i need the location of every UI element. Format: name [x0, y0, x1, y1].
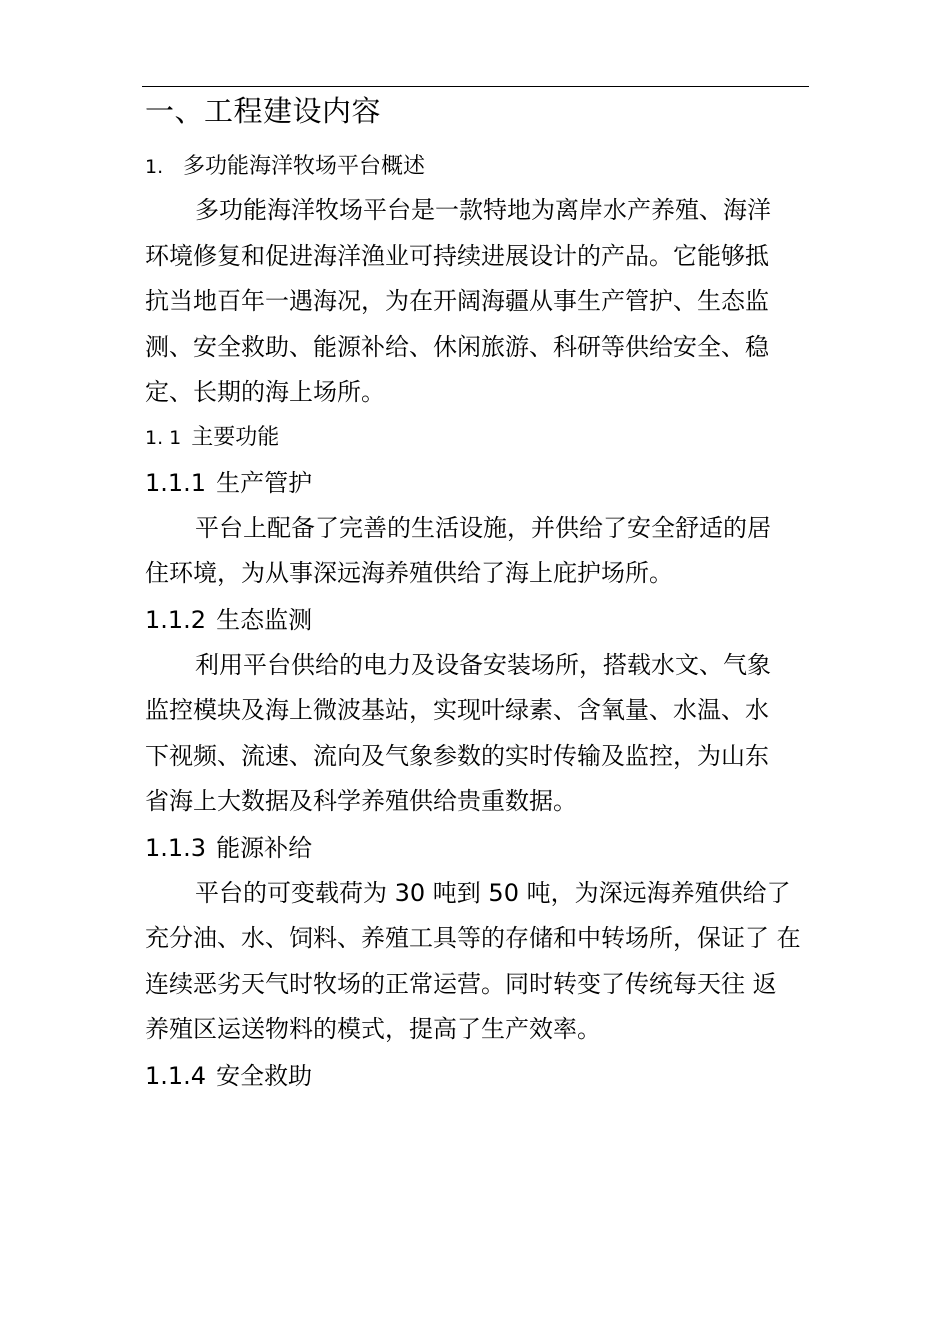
- paragraph-line: 下视频、流速、流向及气象参数的实时传输及监控，为山东: [145, 741, 769, 770]
- section-1-paragraph: [145, 188, 809, 416]
- subsection-1-1-3-number: 1.1.3: [145, 833, 207, 862]
- subsection-1-1-2-title: 生态监测: [216, 605, 313, 634]
- subsection-1-1-3-paragraph: [145, 871, 809, 1053]
- section-1-number: 1.: [145, 156, 164, 178]
- subsection-1-1-2-number: 1.1.2: [145, 605, 207, 634]
- subsection-1-1-3-title: 能源补给: [216, 833, 313, 862]
- paragraph-line: 多功能海洋牧场平台是一款特地为离岸水产养殖、海洋: [195, 196, 771, 224]
- paragraph-line: 抗当地百年一遇海况，为在开阔海疆从事生产管护、生态监: [145, 287, 769, 315]
- header-rule: [142, 86, 809, 87]
- paragraph-line: 省海上大数据及科学养殖供给贵重数据。: [145, 787, 577, 815]
- paragraph-line: 住环境，为从事深远海养殖供给了海上庇护场所。: [145, 559, 673, 587]
- section-1-title: 多功能海洋牧场平台概述: [183, 154, 426, 179]
- section-1-1-heading: [145, 416, 809, 460]
- subsection-1-1-1-heading: [145, 460, 809, 506]
- paragraph-line: 利用平台供给的电力及设备安装场所，搭载水文、气象: [195, 650, 771, 679]
- subsection-1-1-1-title: 生产管护: [216, 468, 313, 497]
- subsection-1-1-4-number: 1.1.4: [145, 1061, 207, 1090]
- subsection-1-1-2-heading: [145, 597, 809, 643]
- subsection-1-1-3-heading: [145, 825, 809, 871]
- section-1-heading: [145, 146, 809, 188]
- document-body: [145, 88, 809, 1099]
- subsection-1-1-1-number: 1.1.1: [145, 468, 207, 497]
- paragraph-line: 养殖区运送物料的模式，提高了生产效率。: [145, 1015, 601, 1043]
- paragraph-line: 测、安全救助、能源补给、休闲旅游、科研等供给安全、稳: [145, 332, 769, 361]
- subsection-1-1-4-title: 安全救助: [216, 1061, 313, 1090]
- subsection-1-1-4-heading: [145, 1053, 809, 1099]
- paragraph-line: 环境修复和促进海洋渔业可持续进展设计的产品。它能够抵: [145, 241, 769, 270]
- section-1-1-title: 主要功能: [191, 424, 280, 450]
- chapter-heading: 一、工程建设内容: [145, 94, 382, 128]
- paragraph-line: 连续恶劣天气时牧场的正常运营。同时转变了传统每天往 返: [145, 969, 777, 998]
- paragraph-line: 定、长期的海上场所。: [145, 378, 385, 406]
- paragraph-line: 平台的可变载荷为 30 吨到 50 吨，为深远海养殖供给了: [195, 878, 791, 907]
- paragraph-line: 平台上配备了完善的生活设施，并供给了安全舒适的居: [195, 513, 771, 542]
- subsection-1-1-1-paragraph: [145, 506, 809, 597]
- paragraph-line: 充分油、水、饲料、养殖工具等的存储和中转场所，保证了 在: [145, 924, 801, 952]
- subsection-1-1-2-paragraph: [145, 643, 809, 825]
- paragraph-line: 监控模块及海上微波基站，实现叶绿素、含氧量、水温、水: [145, 696, 769, 724]
- section-1-1-number: 1. 1: [145, 426, 182, 449]
